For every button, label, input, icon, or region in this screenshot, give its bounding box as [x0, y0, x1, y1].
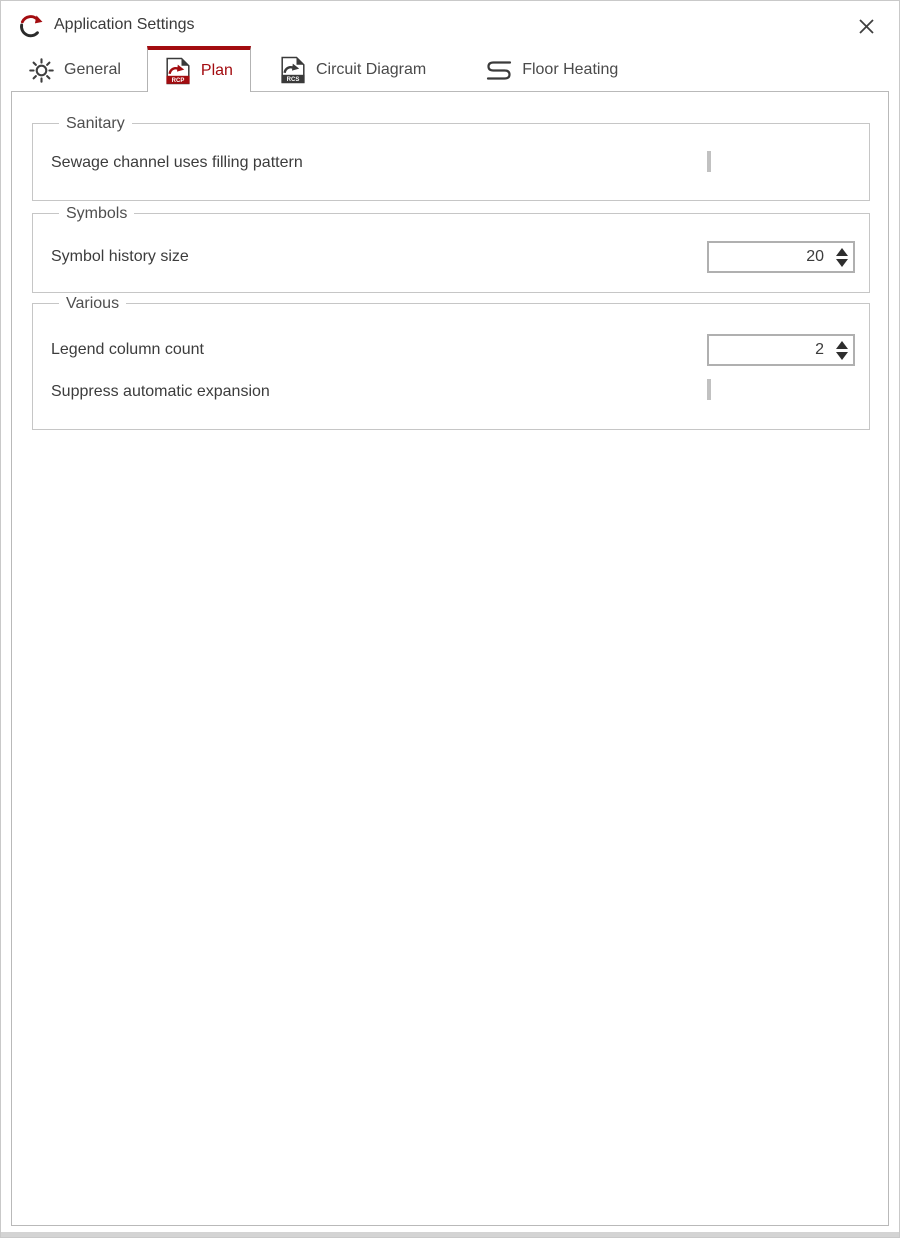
- circuit-icon-badge: RCS: [286, 77, 300, 84]
- symbol-history-size-spinner: [707, 241, 855, 273]
- app-logo-icon: [17, 12, 44, 39]
- setting-label-legend-columns: Legend column count: [51, 341, 204, 358]
- tab-label: Plan: [200, 62, 233, 79]
- group-title: Symbols: [59, 203, 134, 224]
- plan-icon-badge: RCP: [171, 78, 185, 85]
- group-title: Various: [59, 293, 126, 314]
- tab-general[interactable]: [21, 49, 139, 91]
- tab-label: General: [64, 61, 121, 78]
- setting-label-sewage-filling: Sewage channel uses filling pattern: [51, 154, 303, 171]
- close-button[interactable]: [851, 11, 881, 41]
- legend-column-count-input[interactable]: [709, 336, 831, 364]
- group-title: Sanitary: [59, 113, 132, 134]
- circuit-document-icon: [280, 56, 306, 84]
- tab-label: Circuit Diagram: [315, 61, 427, 78]
- sun-settings-icon: [29, 58, 54, 83]
- plan-tab-page: [11, 91, 889, 1226]
- tab-plan[interactable]: [147, 46, 251, 92]
- tab-label: Floor Heating: [522, 61, 619, 78]
- symbol-history-size-input[interactable]: [709, 243, 831, 271]
- heating-coil-icon: [486, 60, 512, 81]
- spin-down-icon[interactable]: [836, 352, 848, 360]
- spin-buttons: [831, 243, 853, 271]
- spin-down-icon[interactable]: [836, 259, 848, 267]
- sewage-filling-pattern-checkbox[interactable]: [707, 151, 711, 172]
- spin-up-icon[interactable]: [836, 341, 848, 349]
- tab-bar: [21, 49, 634, 91]
- groupbox-various: [32, 295, 870, 430]
- tab-floor-heating[interactable]: [470, 49, 634, 91]
- groupbox-sanitary: [32, 115, 870, 201]
- setting-label-suppress-expansion: Suppress automatic expansion: [51, 383, 270, 400]
- window-bottom-border: [1, 1232, 899, 1237]
- tab-circuit-diagram[interactable]: [264, 49, 442, 91]
- setting-label-symbol-history: Symbol history size: [51, 248, 189, 265]
- spin-up-icon[interactable]: [836, 248, 848, 256]
- title-bar: [1, 1, 899, 49]
- spin-buttons: [831, 336, 853, 364]
- window-title: Application Settings: [54, 16, 195, 33]
- plan-document-icon: [165, 57, 191, 85]
- suppress-automatic-expansion-checkbox[interactable]: [707, 379, 711, 400]
- legend-column-count-spinner: [707, 334, 855, 366]
- groupbox-symbols: [32, 205, 870, 293]
- close-icon: [858, 18, 875, 35]
